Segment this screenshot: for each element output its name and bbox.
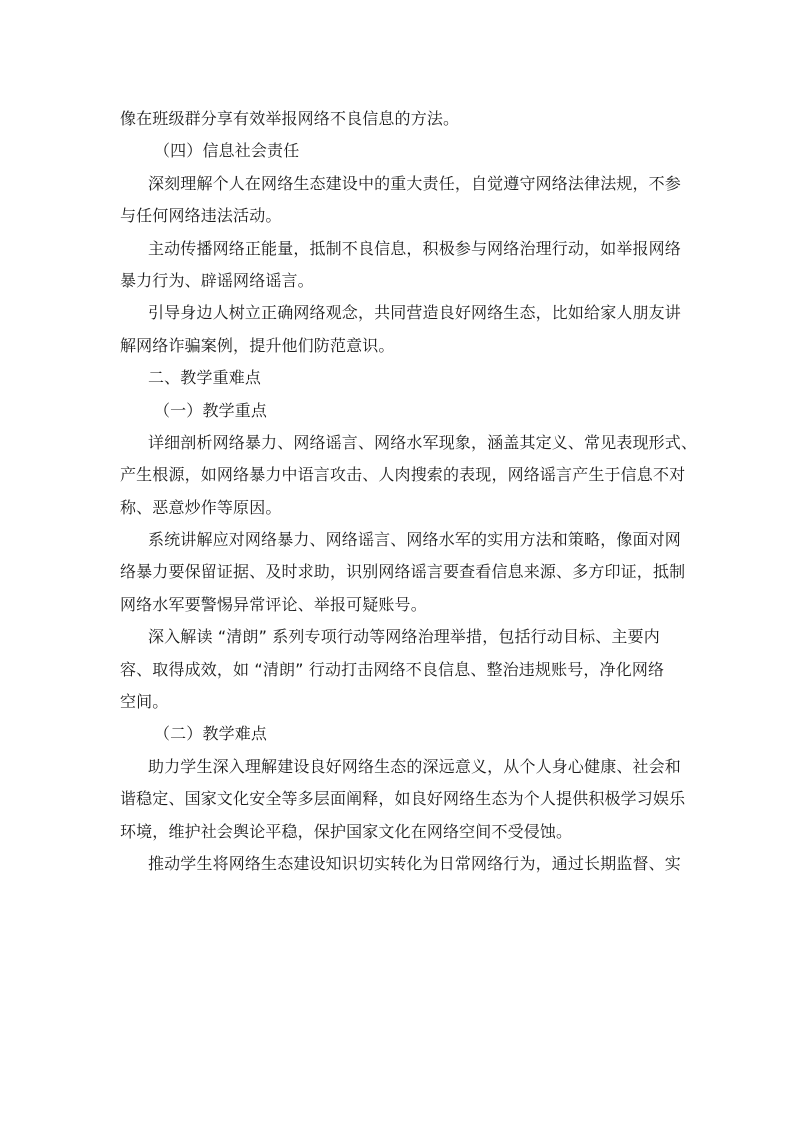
paragraph-line: 主动传播网络正能量，抵制不良信息，积极参与网络治理行动，如举报网络	[148, 238, 681, 258]
paragraph-line: 系统讲解应对网络暴力、网络谣言、网络水军的实用方法和策略，像面对网	[148, 530, 681, 550]
paragraph-line: 谐稳定、国家文化安全等多层面阐释，如良好网络生态为个人提供积极学习娱乐	[120, 789, 686, 809]
paragraph-line: 环境，维护社会舆论平稳，保护国家文化在网络空间不受侵蚀。	[120, 821, 573, 841]
paragraph-line: 推动学生将网络生态建设知识切实转化为日常网络行为，通过长期监督、实	[148, 853, 681, 873]
paragraph-line: 与任何网络违法活动。	[120, 206, 282, 226]
paragraph-line: 深刻理解个人在网络生态建设中的重大责任，自觉遵守网络法律法规，不参	[148, 173, 681, 193]
paragraph-line: 络暴力要保留证据、及时求助，识别网络谣言要查看信息来源、多方印证，抵制	[120, 562, 686, 582]
section-heading: （一）教学重点	[154, 400, 268, 420]
paragraph-line: 引导身边人树立正确网络观念，共同营造良好网络生态，比如给家人朋友讲	[148, 303, 681, 323]
paragraph-line: 容、取得成效，如 “清朗” 行动打击网络不良信息、整治违规账号，净化网络	[120, 659, 665, 679]
section-heading: 二、教学重难点	[148, 368, 262, 388]
paragraph-line: 助力学生深入理解建设良好网络生态的深远意义，从个人身心健康、社会和	[148, 756, 681, 776]
section-heading: （四）信息社会责任	[154, 141, 300, 161]
paragraph-line: 产生根源，如网络暴力中语言攻击、人肉搜索的表现，网络谣言产生于信息不对	[120, 465, 686, 485]
paragraph-line: 深入解读 “清朗” 系列专项行动等网络治理举措，包括行动目标、主要内	[148, 627, 660, 647]
section-heading: （二）教学难点	[154, 724, 268, 744]
paragraph-line: 详细剖析网络暴力、网络谣言、网络水军现象，涵盖其定义、常见表现形式、	[148, 432, 698, 452]
paragraph-line: 解网络诈骗案例，提升他们防范意识。	[120, 335, 395, 355]
paragraph-line: 空间。	[120, 692, 169, 712]
document-body	[120, 103, 698, 880]
paragraph-line: 称、恶意炒作等原因。	[120, 497, 282, 517]
paragraph-line: 暴力行为、辟谣网络谣言。	[120, 270, 314, 290]
paragraph-line: 像在班级群分享有效举报网络不良信息的方法。	[120, 109, 460, 128]
paragraph-line: 网络水军要警惕异常评论、举报可疑账号。	[120, 594, 427, 614]
